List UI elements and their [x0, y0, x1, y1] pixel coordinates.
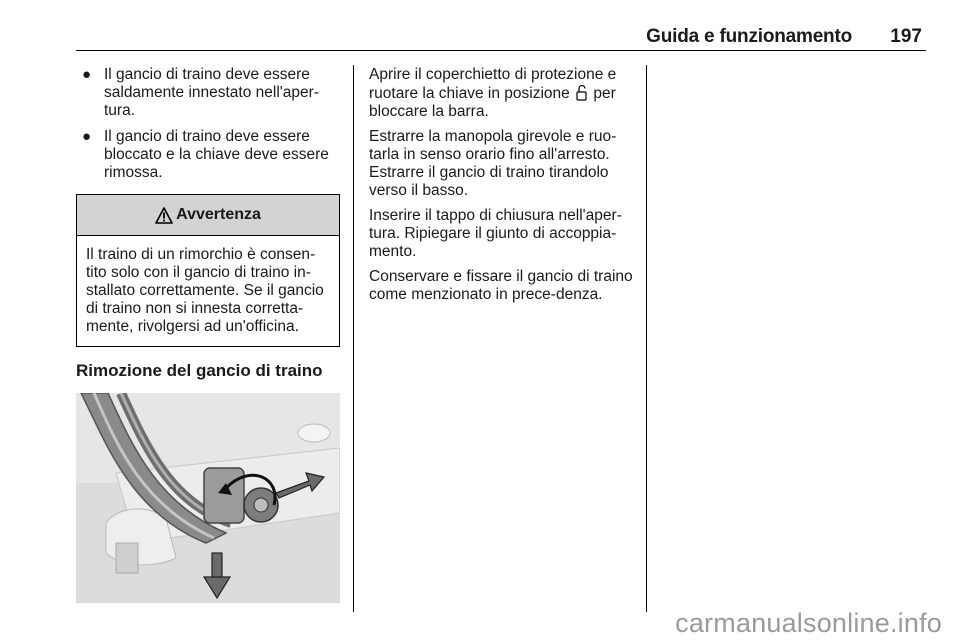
chapter-title: Guida e funzionamento [646, 26, 852, 47]
page-header [0, 0, 960, 52]
column-1 [76, 66, 340, 603]
list-item [76, 128, 340, 182]
instruction-paragraph: Inserire il tappo di chiusura nell'aper-tura. Ripiegare il giunto di accoppia-mento. [369, 207, 622, 260]
warning-box [76, 194, 340, 347]
site-watermark: carmanualsonline.info [675, 608, 942, 638]
column-2 [369, 66, 635, 311]
instruction-paragraph: Estrarre la manopola girevole e ruo-tarla in senso orario fino all'arresto. Estrarre il gancio di traino tirandolo verso il basso. [369, 128, 617, 199]
instruction-paragraph [369, 66, 635, 121]
bullet-dot-icon: ● [82, 128, 92, 145]
warning-title: Avvertenza [176, 206, 261, 223]
warning-triangle-icon [155, 207, 173, 224]
page-number: 197 [890, 26, 922, 47]
instruction-paragraph: Conservare e fissare il gancio di traino come menzionato in prece-denza. [369, 268, 633, 303]
tow-bar-illustration [76, 393, 340, 603]
open-lock-icon [576, 84, 587, 101]
warning-text: Il traino di un rimorchio è consen-tito solo con il gancio di traino in-stallato correttamente. Se il gancio di traino non si innesta corretta-mente, rivolgersi ad un'officina. [86, 246, 324, 335]
instruction-text: per bloccare la barra. [369, 85, 616, 120]
section-heading: Rimozione del gancio di traino [76, 361, 323, 380]
bullet-list [76, 66, 340, 182]
column-divider-left [353, 65, 354, 612]
warning-header [77, 195, 339, 236]
instruction-text: Aprire il coperchietto di protezione e ruotare la chiave in posizione [369, 66, 617, 102]
column-divider-right [646, 65, 647, 612]
bullet-text: Il gancio di traino deve essere saldamente innestato nell'aper-tura. [104, 66, 319, 119]
list-item [76, 66, 340, 120]
header-rule [76, 50, 926, 51]
bullet-dot-icon: ● [82, 66, 92, 83]
bullet-text: Il gancio di traino deve essere bloccato e la chiave deve essere rimossa. [104, 128, 329, 181]
